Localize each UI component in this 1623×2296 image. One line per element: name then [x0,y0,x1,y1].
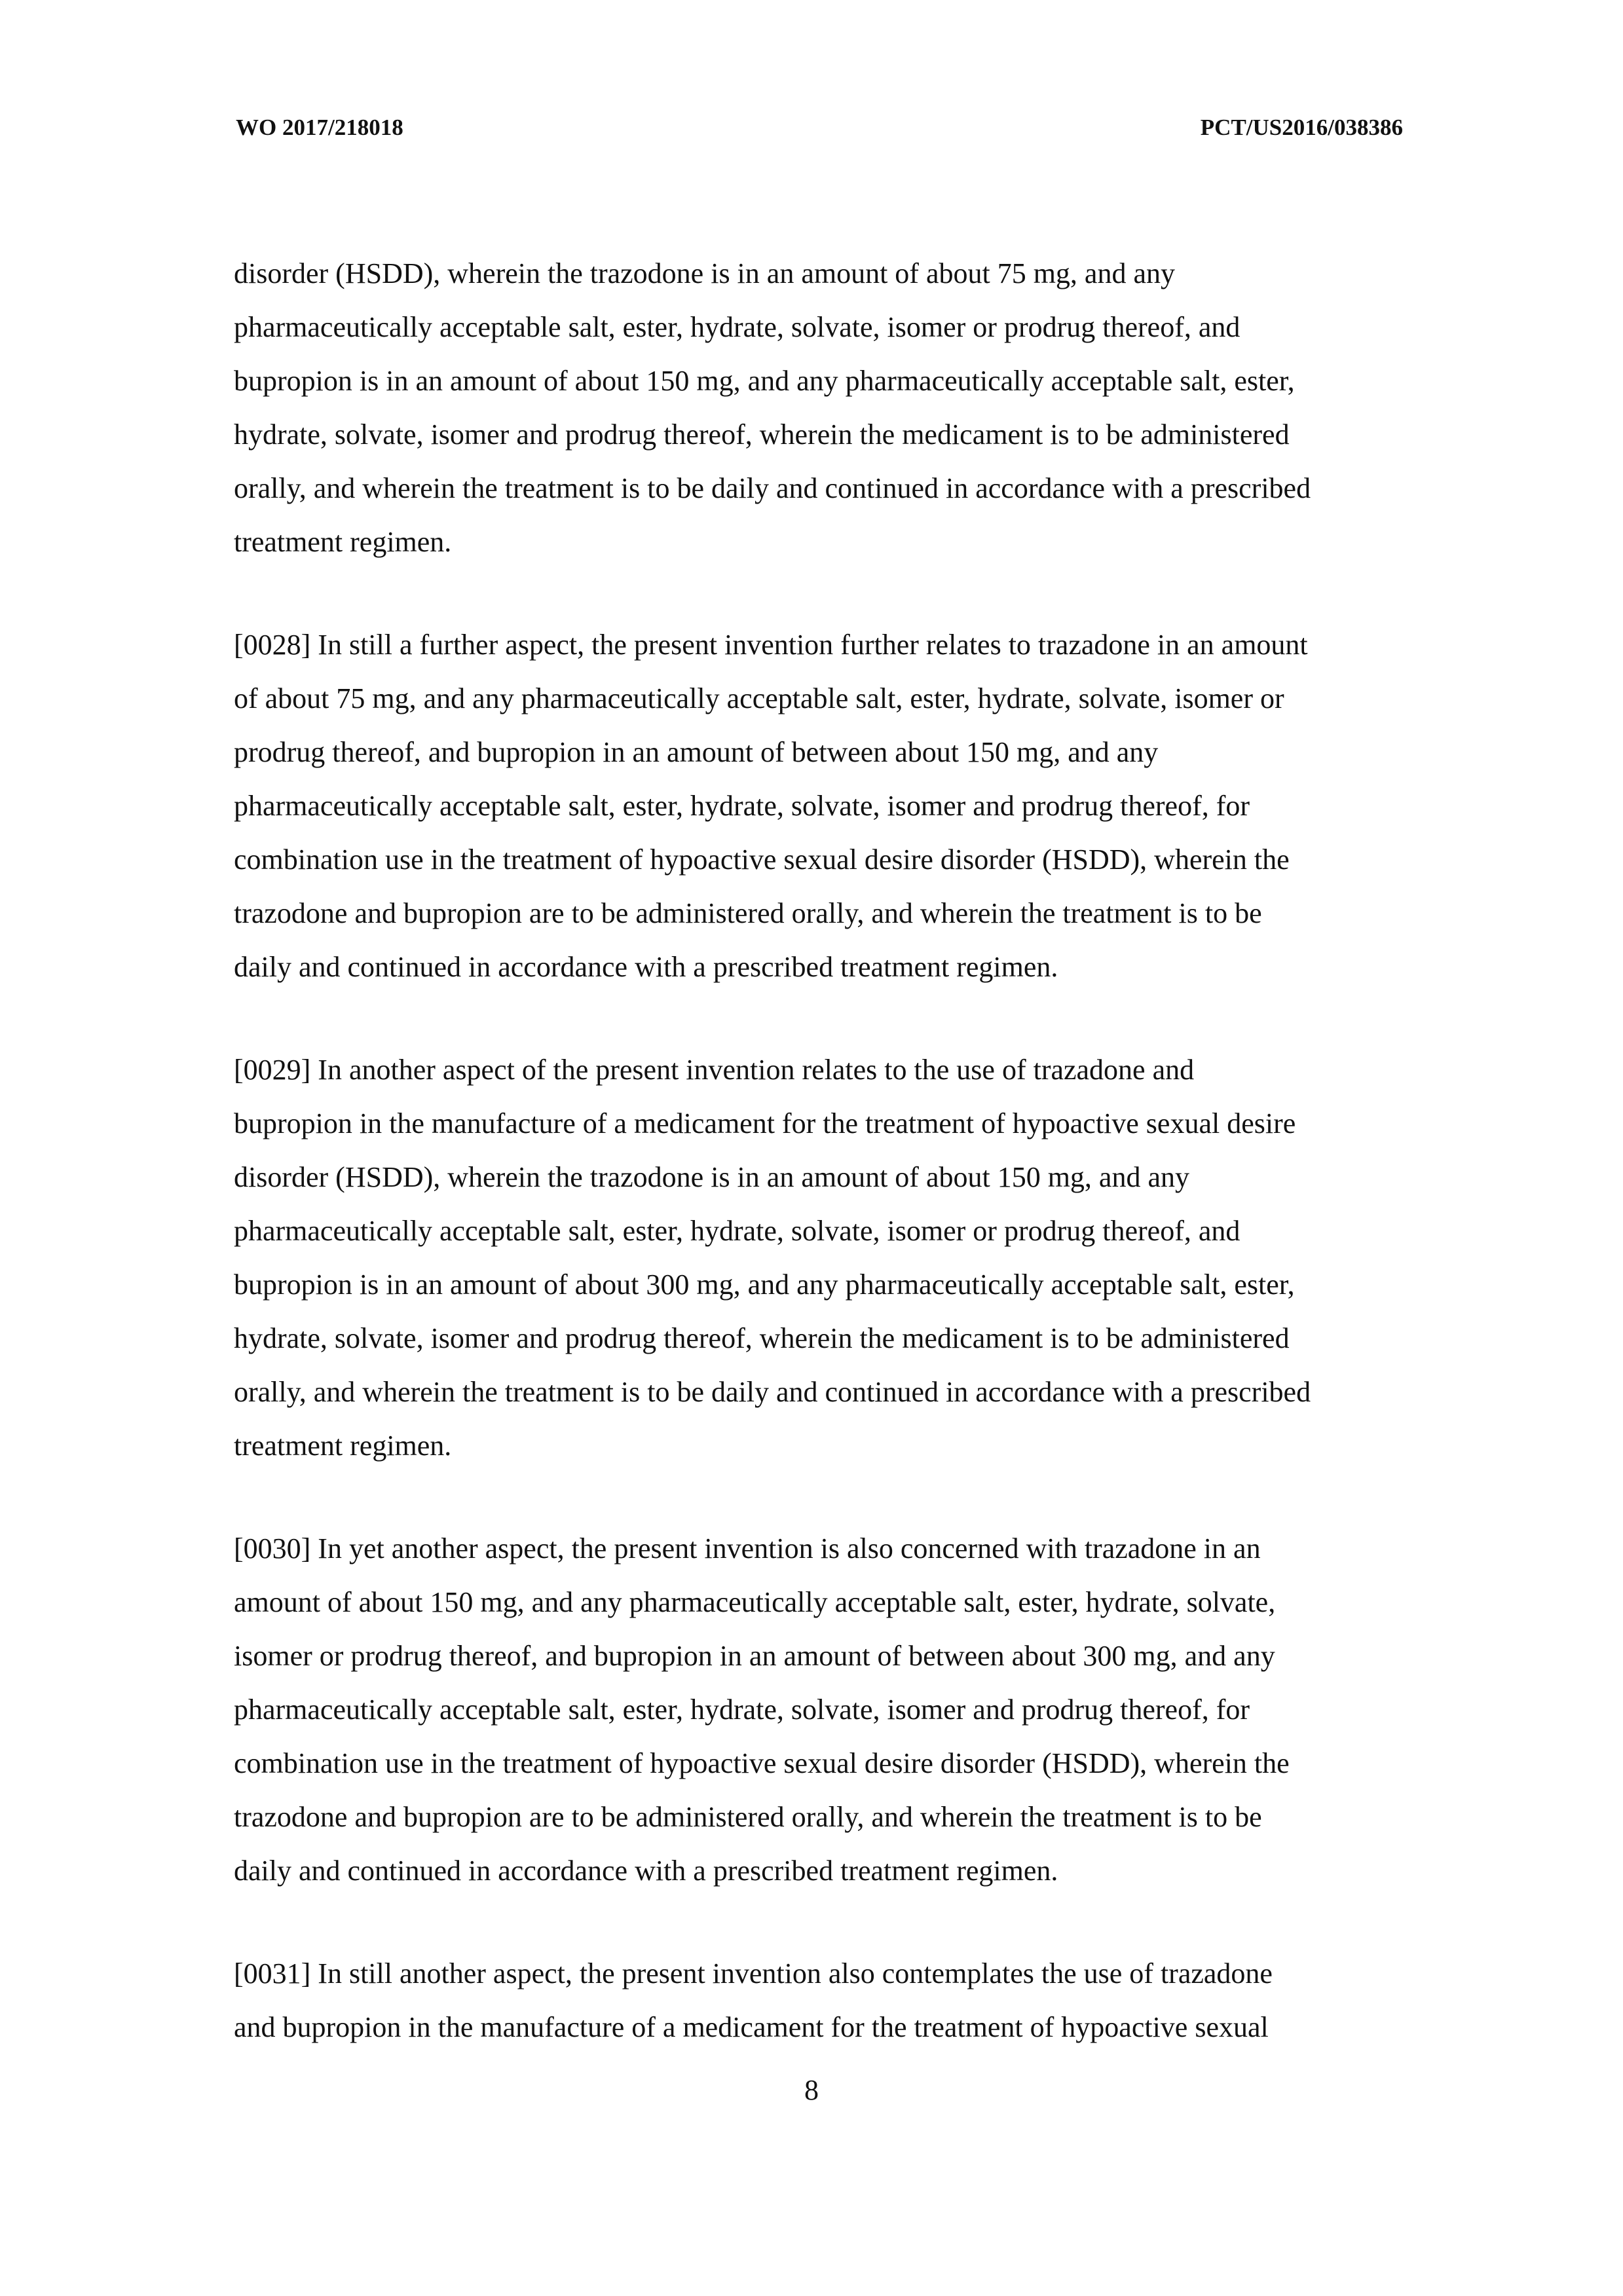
text-line: isomer or prodrug thereof, and bupropion in an amount of between about 300 mg, and any [234,1640,1275,1672]
text-line: of about 75 mg, and any pharmaceutically acceptable salt, ester, hydrate, solvate, isomer or [234,682,1284,714]
text-line: [0030] In yet another aspect, the present invention is also concerned with trazadone in an [234,1532,1261,1565]
text-line: orally, and wherein the treatment is to be daily and continued in accordance with a prescribed [234,1376,1311,1408]
text-line: [0029] In another aspect of the present invention relates to the use of trazadone and [234,1054,1195,1086]
text-line: [0031] In still another aspect, the present invention also contemplates the use of trazadone [234,1957,1273,1990]
publication-number: WO 2017/218018 [236,115,403,140]
text-line: pharmaceutically acceptable salt, ester, hydrate, solvate, isomer or prodrug thereof, and [234,1215,1241,1247]
text-line: and bupropion in the manufacture of a medicament for the treatment of hypoactive sexual [234,2011,1269,2043]
text-line: treatment regimen. [234,1430,452,1462]
text-line: hydrate, solvate, isomer and prodrug thereof, wherein the medicament is to be administered [234,418,1290,451]
text-line: prodrug thereof, and bupropion in an amount of between about 150 mg, and any [234,736,1159,768]
text-line: amount of about 150 mg, and any pharmaceutically acceptable salt, ester, hydrate, solvate, [234,1586,1276,1618]
text-line: bupropion is in an amount of about 300 mg, and any pharmaceutically acceptable salt, ester, [234,1268,1295,1301]
text-line: combination use in the treatment of hypoactive sexual desire disorder (HSDD), wherein the [234,1747,1290,1779]
text-line: treatment regimen. [234,526,452,558]
text-line: trazodone and bupropion are to be administered orally, and wherein the treatment is to be [234,1801,1262,1833]
text-line: disorder (HSDD), wherein the trazodone is in an amount of about 75 mg, and any [234,257,1175,289]
page-number: 8 [804,2074,819,2106]
text-line: orally, and wherein the treatment is to be daily and continued in accordance with a prescribed [234,472,1311,504]
text-line: hydrate, solvate, isomer and prodrug thereof, wherein the medicament is to be administered [234,1322,1290,1354]
text-line: daily and continued in accordance with a prescribed treatment regimen. [234,1855,1058,1887]
text-line: pharmaceutically acceptable salt, ester, hydrate, solvate, isomer and prodrug thereof, for [234,790,1250,822]
text-line: bupropion is in an amount of about 150 mg, and any pharmaceutically acceptable salt, ester, [234,365,1295,397]
text-line: [0028] In still a further aspect, the present invention further relates to trazadone in an amount [234,629,1308,661]
text-line: combination use in the treatment of hypoactive sexual desire disorder (HSDD), wherein the [234,843,1290,876]
text-line: bupropion in the manufacture of a medicament for the treatment of hypoactive sexual desire [234,1107,1296,1139]
application-number: PCT/US2016/038386 [1200,115,1403,140]
text-line: disorder (HSDD), wherein the trazodone is in an amount of about 150 mg, and any [234,1161,1189,1193]
text-line: daily and continued in accordance with a prescribed treatment regimen. [234,951,1058,983]
text-line: pharmaceutically acceptable salt, ester, hydrate, solvate, isomer or prodrug thereof, and [234,311,1241,343]
text-line: pharmaceutically acceptable salt, ester, hydrate, solvate, isomer and prodrug thereof, for [234,1694,1250,1726]
text-line: trazodone and bupropion are to be administered orally, and wherein the treatment is to be [234,897,1262,929]
